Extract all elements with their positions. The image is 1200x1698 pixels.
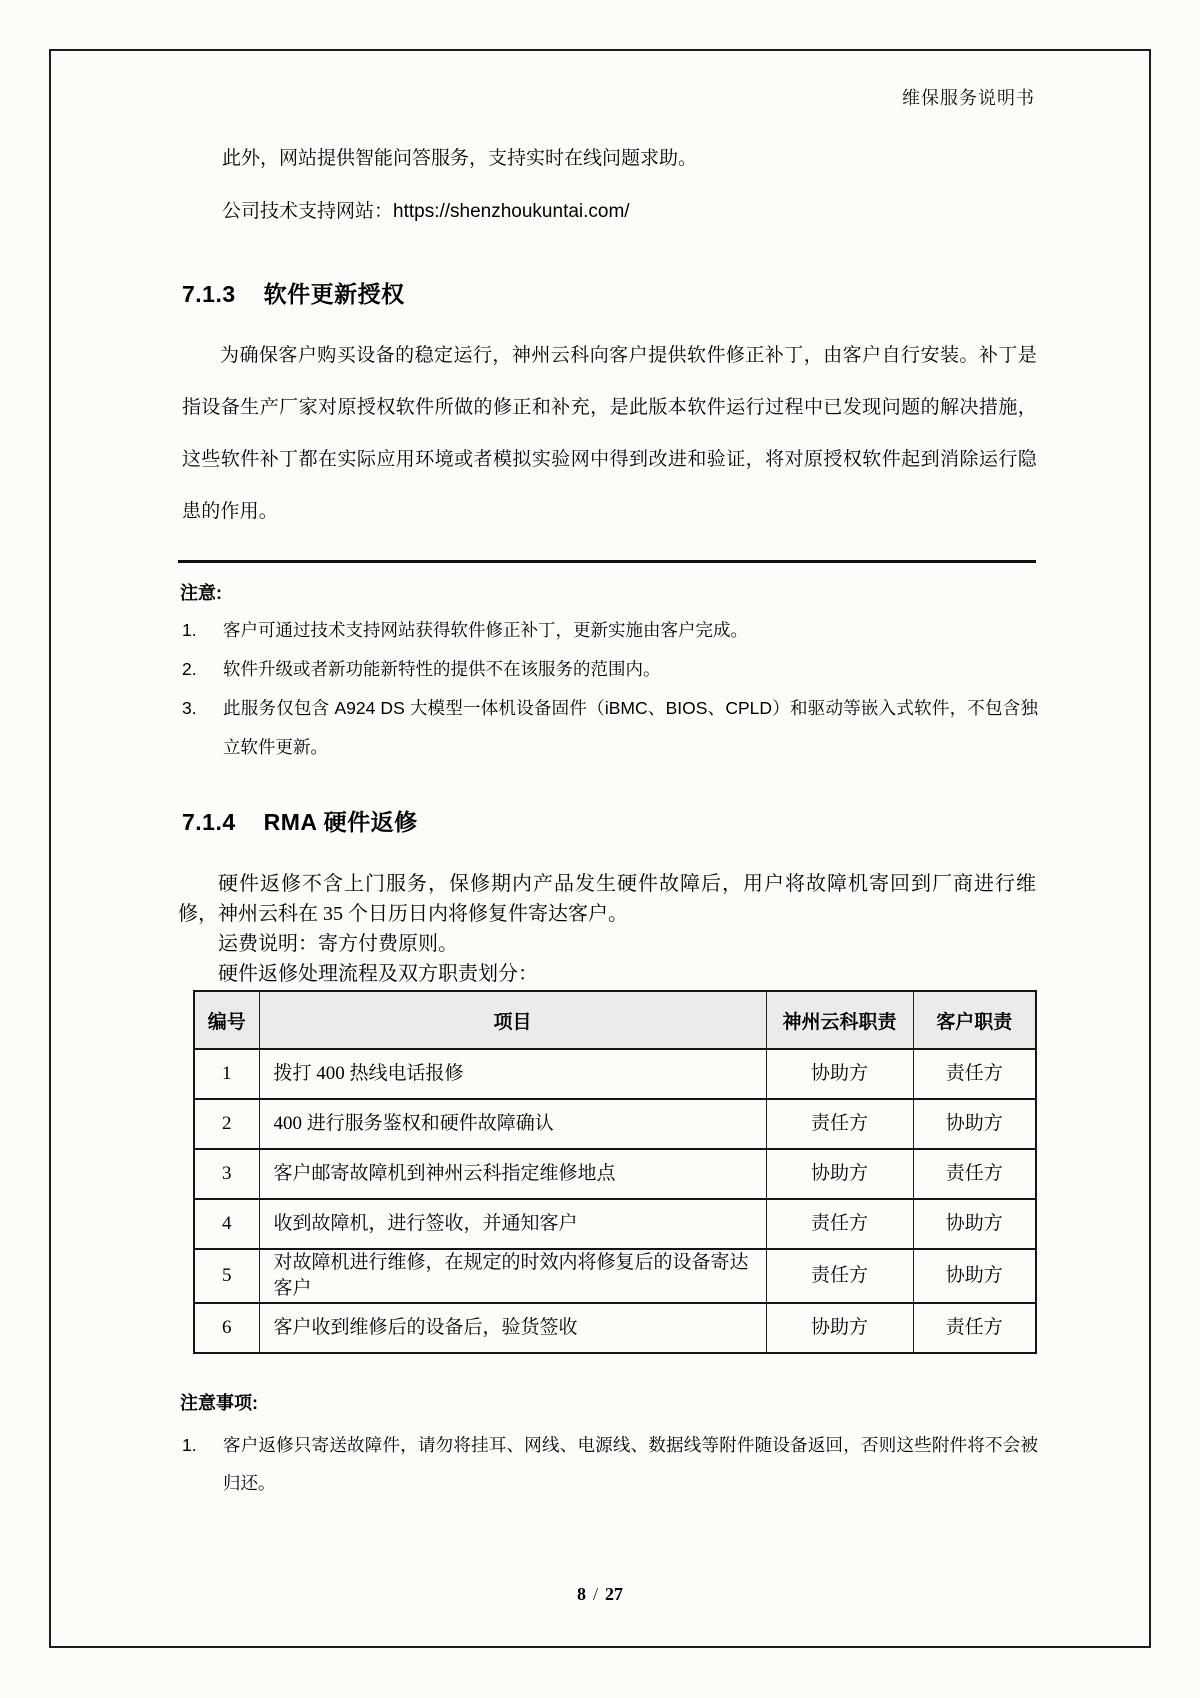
table-row [194, 1099, 1036, 1149]
table-header-cell: 客户职责 [913, 991, 1036, 1049]
page-footer [0, 1584, 1200, 1605]
table-cell-item: 客户邮寄故障机到神州云科指定维修地点 [259, 1149, 766, 1199]
page-separator: / [592, 1584, 598, 1604]
list-item-text: 客户可通过技术支持网站获得软件修正补丁，更新实施由客户完成。 [223, 620, 748, 640]
table-cell-vendor: 协助方 [766, 1049, 913, 1099]
table-cell-id: 4 [194, 1199, 259, 1249]
table-cell-item: 收到故障机，进行签收，并通知客户 [259, 1199, 766, 1249]
section-title: 软件更新授权 [263, 281, 405, 307]
notes-label: 注意事项: [180, 1393, 258, 1413]
list-item-text: 此服务仅包含 A924 DS 大模型一体机设备固件（iBMC、BIOS、CPLD）和驱动等嵌入式软件，不包含独立软件更新。 [223, 698, 1038, 757]
table-row [194, 1049, 1036, 1099]
table-body [194, 1049, 1036, 1353]
table-row [194, 1249, 1036, 1303]
note-label: 注意: [180, 583, 222, 603]
table-cell-item: 400 进行服务鉴权和硬件故障确认 [259, 1099, 766, 1149]
intro-paragraph-1: 此外，网站提供智能问答服务，支持实时在线问题求助。 [222, 148, 698, 169]
table-cell-id: 1 [194, 1049, 259, 1099]
table-header-cell: 编号 [194, 991, 259, 1049]
table-cell-item: 对故障机进行维修，在规定的时效内将修复后的设备寄达客户 [259, 1249, 766, 1303]
list-item-number: 3. [182, 698, 197, 718]
table-cell-customer: 协助方 [913, 1199, 1036, 1249]
rma-paragraph-3: 硬件返修处理流程及双方职责划分： [218, 963, 538, 985]
table-header [194, 991, 1036, 1049]
list-item-number: 2. [182, 659, 197, 679]
section-7-1-3-body: 为确保客户购买设备的稳定运行，神州云科向客户提供软件修正补丁，由客户自行安装。补丁是指设备生产厂家对原授权软件所做的修正和补充，是此版本软件运行过程中已发现问题的解决措施，这些软件补丁都在实际应用环境或者模拟实验网中得到改进和验证，将对原授权软件起到消除运行隐患的作用。 [182, 345, 1037, 522]
section-heading-7-1-3 [182, 276, 405, 309]
note-list-7-1-3 [182, 611, 1038, 767]
table-cell-customer: 责任方 [913, 1049, 1036, 1099]
section-heading-7-1-4 [182, 804, 418, 837]
total-page-count: 27 [605, 1584, 623, 1604]
table-cell-customer: 责任方 [913, 1303, 1036, 1353]
table-cell-item: 客户收到维修后的设备后，验货签收 [259, 1303, 766, 1353]
rma-paragraph-1: 硬件返修不含上门服务，保修期内产品发生硬件故障后，用户将故障机寄回到厂商进行维修，神州云科在 35 个日历日内将修复件寄达客户。 [178, 873, 1036, 925]
list-item-text: 软件升级或者新功能新特性的提供不在该服务的范围内。 [223, 659, 661, 679]
list-item [182, 650, 1038, 689]
table-header-cell: 项目 [259, 991, 766, 1049]
document-header-title: 维保服务说明书 [902, 88, 1035, 108]
table-cell-customer: 责任方 [913, 1149, 1036, 1199]
table-cell-vendor: 责任方 [766, 1099, 913, 1149]
intro-paragraph-2: 公司技术支持网站：https://shenzhoukuntai.com/ [222, 201, 630, 222]
table-cell-id: 2 [194, 1099, 259, 1149]
list-item-number: 1. [182, 1435, 197, 1455]
list-item [182, 689, 1038, 767]
list-item [182, 611, 1038, 650]
section-number: 7.1.3 [182, 281, 236, 307]
table-row [194, 1303, 1036, 1353]
table-cell-id: 3 [194, 1149, 259, 1199]
table-header-cell: 神州云科职责 [766, 991, 913, 1049]
note-list-7-1-4 [182, 1426, 1038, 1502]
rma-paragraph-2: 运费说明：寄方付费原则。 [218, 933, 458, 955]
list-item-number: 1. [182, 620, 197, 640]
table-cell-vendor: 协助方 [766, 1149, 913, 1199]
rma-responsibility-table [193, 990, 1037, 1354]
section-number: 7.1.4 [182, 809, 236, 835]
table-cell-customer: 协助方 [913, 1249, 1036, 1303]
table-cell-vendor: 协助方 [766, 1303, 913, 1353]
table-cell-vendor: 责任方 [766, 1199, 913, 1249]
table-cell-id: 5 [194, 1249, 259, 1303]
table-cell-id: 6 [194, 1303, 259, 1353]
table-cell-vendor: 责任方 [766, 1249, 913, 1303]
current-page-number: 8 [576, 1584, 586, 1604]
table-row [194, 1199, 1036, 1249]
section-7-1-4-body [178, 869, 1036, 989]
table-cell-customer: 协助方 [913, 1099, 1036, 1149]
table-header-row [194, 991, 1036, 1049]
section-title: RMA 硬件返修 [263, 809, 418, 835]
table-row [194, 1149, 1036, 1199]
table-cell-item: 拨打 400 热线电话报修 [259, 1049, 766, 1099]
note-divider-line [178, 560, 1036, 563]
list-item-text: 客户返修只寄送故障件，请勿将挂耳、网线、电源线、数据线等附件随设备返回，否则这些附件将不会被归还。 [223, 1435, 1038, 1493]
list-item [182, 1426, 1038, 1502]
